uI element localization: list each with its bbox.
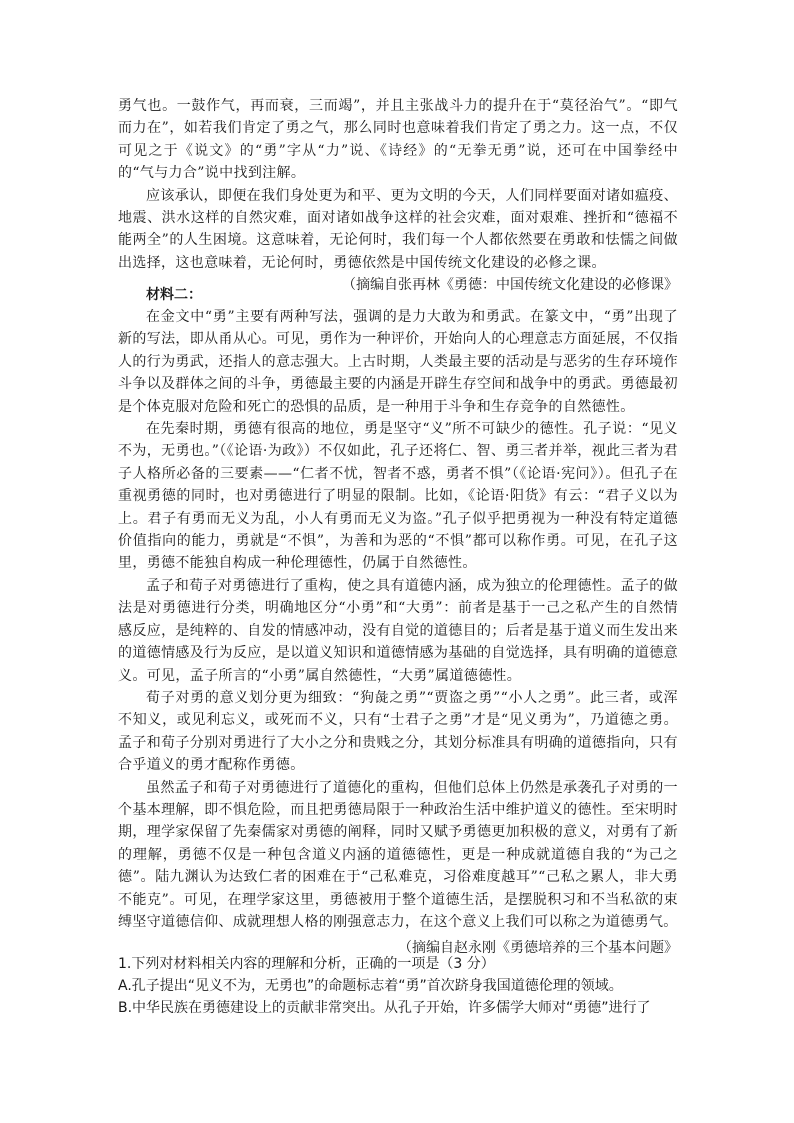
material-one-source: （摘编自张再林《勇德：中国传统文化建设的必修课》 — [342, 277, 678, 294]
question-option-b: B.中华民族在勇德建设上的贡献非常突出。从孔子开始，许多儒学大师对“勇德”进行了 — [118, 1000, 651, 1016]
material-two-heading: 材料二： — [146, 287, 202, 303]
material-two-paragraph-1: 在金文中“勇”主要有两种写法，强调的是力大敢为和勇武。在篆文中，“勇”出现了新的写法，即从甬从心。可见，勇作为一种评价，开始向人的心理意志方面延展，不仅指人的行为勇武，还指人的意志强大。上古时期，人类最主要的活动是与恶劣的生存环境作斗争以及群体之间的斗争，勇德最主要的内涵是开辟生存空间和战争中的勇武。勇德最初是个体克服对危险和死亡的恐惧的品质，是一种用于斗争和生存竞争的自然德性。 — [118, 309, 678, 415]
material-two-source: （摘编自赵永刚《勇德培养的三个基本问题》 — [398, 940, 678, 957]
material-one-section — [118, 95, 678, 296]
material-one-conclusion-paragraph: 应该承认，即便在我们身处更为和平、更为文明的今天，人们同样要面对诸如瘟疫、地震、洪水这样的自然灾难，面对诸如战争这样的社会灾难，面对艰难、挫折和“德福不能两全”的人生困境。这意味着，无论何时，我们每一个人都依然要在勇敢和怯懦之间做出选择，这也意味着，无论何时，勇德依然是中国传统文化建设的必修之课。 — [118, 187, 678, 271]
material-two-paragraph-2: 在先秦时期，勇德有很高的地位，勇是坚守“义”所不可缺少的德性。孔子说：“见义不为，无勇也。”（《论语·为政》）不仅如此，孔子还将仁、智、勇三者并举，视此三者为君子人格所必备的三要素——“仁者不忧，智者不惑，勇者不惧”（《论语·宪问》）。但孔子在重视勇德的同时，也对勇德进行了明显的限制。比如，《论语·阳货》有云：“君子义以为上。君子有勇而无义为乱，小人有勇而无义为盗。”孔子似乎把勇视为一种没有特定道德价值指向的能力，勇就是“不惧”，为善和为恶的“不惧”都可以称作勇。可见，在孔子这里，勇德不能独自构成一种伦理德性，仍属于自然德性。 — [118, 421, 678, 572]
question-stem: 1.下列对材料相关内容的理解和分析，正确的一项是（3 分） — [118, 956, 495, 972]
material-two-section — [118, 284, 678, 959]
question-option-a: A.孔子提出“见义不为，无勇也”的命题标志着“勇”首次跻身我国道德伦理的领域。 — [118, 978, 623, 994]
material-two-paragraph-3: 孟子和荀子对勇德进行了重构，使之具有道德内涵，成为独立的伦理德性。孟子的做法是对勇德进行分类，明确地区分“小勇”和“大勇”：前者是基于一己之私产生的自然情感反应，是纯粹的、自发的情感冲动，没有自觉的道德目的；后者是基于道义而生发出来的道德情感及行为反应，是以道义知识和道德情感为基础的自觉选择，具有明确的道德意义。可见，孟子所言的“小勇”属自然德性，“大勇”属道德德性。 — [118, 577, 678, 684]
material-two-paragraph-5: 虽然孟子和荀子对勇德进行了道德化的重构，但他们总体上仍然是承袭孔子对勇的一个基本理解，即不惧危险，而且把勇德局限于一种政治生活中维护道义的德性。至宋明时期，理学家保留了先秦儒家对勇德的阐释，同时又赋予勇德更加积极的意义，对勇有了新的理解，勇德不仅是一种包含道义内涵的道德德性，更是一种成就道德自我的“为己之德”。陆九渊认为达致仁者的困难在于“己私难克，习俗难度越耳”“己私之累人，非大勇不能克”。可见，在理学家这里，勇德被用于整个道德生活，是摆脱积习和不当私欲的束缚坚守道德信仰、成就理想人格的刚强意志力，在这个意义上我们可以称之为道德勇气。 — [118, 779, 678, 930]
material-two-paragraph-4: 荀子对勇的意义划分更为细致：“狗彘之勇”“贾盗之勇”“小人之勇”。此三者，或浑不知义，或见利忘义，或死而不义，只有“士君子之勇”才是“见义勇为”，乃道德之勇。孟子和荀子分别对勇进行了大小之分和贵贱之分，其划分标准具有明确的道德指向，只有合乎道义的勇才配称作勇德。 — [118, 689, 678, 774]
material-one-intro-paragraph: 勇气也。一鼓作气，再而衰，三而竭”，并且主张战斗力的提升在于“莫径治气”。“即气而力在”，如若我们肯定了勇之气，那么同时也意味着我们肯定了勇之力。这一点，不仅可见之于《说文》的“勇”字从“力”说、《诗经》的“无拳无勇”说，还可在中国拳经中的“气与力合”说中找到注解。 — [118, 98, 678, 182]
question-section — [118, 953, 688, 1019]
